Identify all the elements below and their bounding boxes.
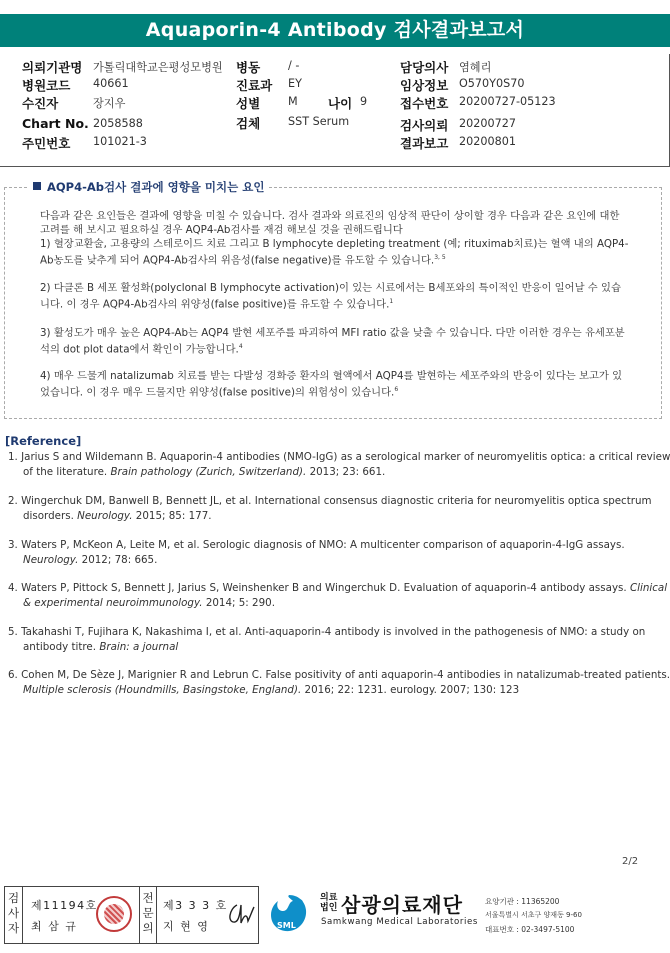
specialist-label <box>139 887 157 943</box>
factors-item-2 <box>40 281 630 312</box>
reference-3-tail: 2012; 78: 665. <box>81 554 158 566</box>
factors-title <box>28 179 269 195</box>
factors-item-4-sup: 6 <box>394 386 399 394</box>
inspector-license: 제11194호 <box>31 899 98 912</box>
reference-5-journal: Brain: a journal <box>99 641 179 653</box>
factors-item-3-sup: 4 <box>238 343 243 351</box>
org-phone: 대표번호 : 02-3497-5100 <box>485 925 575 934</box>
reference-1-tail: 2013; 23: 661. <box>309 466 386 478</box>
reference-item <box>8 581 670 611</box>
receipt-value: 20200727-05123 <box>459 95 556 108</box>
id-label: 주민번호 <box>22 136 71 151</box>
receipt-label: 접수번호 <box>400 96 449 111</box>
signature-icon <box>223 897 257 931</box>
reference-item <box>8 625 670 655</box>
factors-item-3 <box>40 326 630 357</box>
reference-2-tail: 2015; 85: 177. <box>135 510 212 522</box>
patient-value: 장지우 <box>93 97 126 110</box>
report-value: 20200801 <box>459 135 516 148</box>
patient-label: 수진자 <box>22 96 59 111</box>
hospital-value: 가톨릭대학교은평성모병원 <box>93 61 223 74</box>
clinical-label: 임상정보 <box>400 78 449 93</box>
hospital-label: 의뢰기관명 <box>22 60 83 75</box>
org-english-name: Samkwang Medical Laboratories <box>321 917 478 927</box>
ward-label: 병동 <box>236 60 261 75</box>
inspector-name: 최 삼 규 <box>31 920 78 933</box>
clinical-value: O570Y0S70 <box>459 77 525 90</box>
factors-item-1-text: 1) 혈장교환술, 고용량의 스테로이드 치료 그리고 B lymphocyte depleting treatment (예; rituximab치료)는 혈액 내의 AQP4-Ab농도를 낮추게 되어 AQP4-Ab검사의 위음성(false negative)를 유도할 수 있습니다. <box>40 238 629 267</box>
dept-value: EY <box>288 77 302 90</box>
request-value: 20200727 <box>459 117 516 130</box>
reference-3-journal: Neurology. <box>23 554 79 566</box>
ward-value: / - <box>288 59 300 72</box>
reference-item <box>8 450 670 480</box>
age-value: 9 <box>360 95 368 108</box>
factors-item-4 <box>40 369 630 400</box>
header-divider <box>0 166 670 167</box>
signature-box <box>4 886 259 944</box>
factors-item-2-sup: 1 <box>389 298 394 306</box>
specimen-label: 검체 <box>236 116 261 131</box>
sml-logo-text: SML <box>277 921 296 930</box>
dept-label: 진료과 <box>236 78 273 93</box>
factors-intro: 다음과 같은 요인들은 결과에 영향을 미칠 수 있습니다. 검사 결과와 의료진의 임상적 판단이 상이할 경우 다음과 같은 요인에 대한 고려를 해 보시고 필요하실 경우 AQP4-Ab검사를 재검 해보실 것을 권해드립니다 <box>40 210 620 237</box>
reference-6-main: 6. Cohen M, De Sèze J, Marignier R and Lebrun C. False positivity of anti aquaporin-4 antibodies in natalizumab-treated patients. <box>8 669 670 681</box>
factors-item-4-text: 4) 매우 드물게 natalizumab 치료를 받는 다발성 경화증 환자의 혈액에서 AQP4를 발현하는 세포주와의 반응이 있다는 보고가 있었습니다. 이 경우 매우 드물지만 위양성(false positive)의 위험성이 있습니다. <box>40 370 623 399</box>
reference-title: [Reference] <box>5 434 82 448</box>
specialist-name: 지 현 영 <box>163 920 210 933</box>
factors-item-2-text: 2) 다클론 B 세포 활성화(polyclonal B lymphocyte activation)이 있는 시료에서는 B세포와의 특이적인 반응이 일어날 수 있습니다. 이 경우 AQP4-Ab검사의 위양성(false positive)를 유도할 수 있습니다. <box>40 282 621 311</box>
factors-item-3-text: 3) 활성도가 매우 높은 AQP4-Ab는 AQP4 발현 세포주를 파괴하여 MFI ratio 값을 낮출 수 있습니다. 다만 이러한 경우는 유세포분석의 dot plot data에서 확인이 가능합니다. <box>40 327 625 356</box>
factors-item-1-sup: 3, 5 <box>434 254 446 262</box>
reference-4-journal: Clinical & experimental neuroimmunology. <box>23 582 668 609</box>
specimen-value: SST Serum <box>288 115 350 128</box>
hospital-code-label: 병원코드 <box>22 78 71 93</box>
specialist-label-text: 전문의 <box>142 891 154 935</box>
seal-stamp-icon <box>96 896 132 932</box>
reference-6-tail: 2016; 22: 1231. eurology. 2007; 130: 123 <box>304 684 520 696</box>
request-label: 검사의뢰 <box>400 118 449 133</box>
chart-label: Chart No. <box>22 116 89 131</box>
reference-4-main: 4. Waters P, Pittock S, Bennett J, Jarius S, Weinshenker B and Wingerchuk D. Evaluation of aquaporin-4 antibody assays. <box>8 582 627 594</box>
sex-label: 성별 <box>236 96 261 111</box>
reference-6-journal: Multiple sclerosis (Houndmills, Basingstoke, England). <box>23 684 302 696</box>
report-label: 결과보고 <box>400 136 449 151</box>
specialist-license: 제3 3 3 호 <box>163 899 228 912</box>
report-title: Aquaporin-4 Antibody 검사결과보고서 <box>0 14 670 47</box>
org-name: 삼광의료재단 <box>341 893 463 917</box>
reference-1-journal: Brain pathology (Zurich, Switzerland). <box>110 466 307 478</box>
reference-item <box>8 538 670 568</box>
org-address: 서울특별시 서초구 양재동 9-60 <box>485 911 582 919</box>
age-label: 나이 <box>328 96 353 111</box>
reference-5-main: 5. Takahashi T, Fujihara K, Nakashima I, et al. Anti-aquaporin-4 antibody is involved in the pathogenesis of NMO: a study on antibody titre. <box>8 626 646 653</box>
page-number: 2/2 <box>622 856 639 867</box>
doctor-value: 염혜리 <box>459 61 492 74</box>
org-code: 요양기관 : 11365200 <box>485 897 560 906</box>
square-bullet-icon <box>33 182 41 190</box>
hospital-code-value: 40661 <box>93 77 129 90</box>
doctor-label: 담당의사 <box>400 60 449 75</box>
reference-2-journal: Neurology. <box>77 510 133 522</box>
chart-value: 2058588 <box>93 117 143 130</box>
reference-4-tail: 2014; 5: 290. <box>205 597 275 609</box>
reference-item <box>8 668 670 698</box>
reference-item <box>8 494 670 524</box>
reference-3-main: 3. Waters P, McKeon A, Leite M, et al. Serologic diagnosis of NMO: A multicenter comparison of aquaporin-4-IgG assays. <box>8 539 625 551</box>
inspector-label <box>5 887 23 943</box>
reference-1-main: 1. Jarius S and Wildemann B. Aquaporin-4 antibodies (NMO-IgG) as a serological marker of neuromyelitis optica: a critical review of the literature. <box>8 451 670 478</box>
id-value: 101021-3 <box>93 135 147 148</box>
factors-title-text: AQP4-Ab검사 결과에 영향을 미치는 요인 <box>47 180 265 194</box>
inspector-label-text: 검사자 <box>7 891 20 935</box>
factors-item-1 <box>40 237 630 268</box>
sex-value: M <box>288 95 298 108</box>
reference-2-main: 2. Wingerchuk DM, Banwell B, Bennett JL, et al. International consensus diagnostic criteria for neuromyelitis optica spectrum disorders. <box>8 495 652 522</box>
org-type: 의료법인 <box>320 893 338 913</box>
patient-info-header <box>0 54 670 166</box>
